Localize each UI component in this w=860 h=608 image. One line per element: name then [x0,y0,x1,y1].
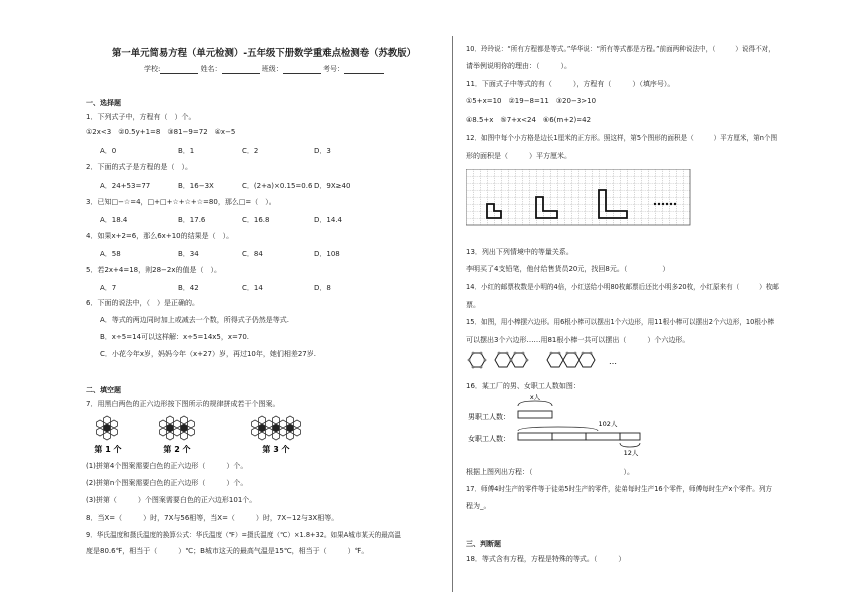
column-divider [452,36,453,592]
q3-option-b: B．17.6 [178,216,206,224]
pattern-3-caption: 第 3 个 [262,445,290,454]
q1-option-b: B．1 [178,147,195,155]
question-7-2: (2)拼第n个图案需要白色的正六边形（ ）个。 [86,479,248,487]
q1-option-d: D．3 [314,147,331,155]
question-15-line-2: 可以摆出3个六边形……用81根小棒一共可以摆出（ ）个六边形。 [466,336,690,344]
q2-option-d: D．9X≥40 [314,182,351,190]
question-9-line-2: 度是80.6℉，相当于（ ）℃；B城市这天的最高气温是15℃，相当于（ ）℉。 [86,547,369,555]
female-bar-seg-2 [552,433,586,440]
q2-option-a: A．24+53=77 [100,182,151,190]
x-label: x人 [529,394,541,401]
question-17-line-2: 程为_。 [466,502,491,510]
hexagon-row-3 [547,353,595,367]
q4-option-c: C．84 [242,250,263,258]
question-6: 6．下面的说法中，（ ）是正确的。 [86,299,199,307]
question-1: 1．下列式子中，方程有（ ）个。 [86,113,196,121]
female-label: 女职工人数： [468,435,510,443]
student-info-line [86,64,442,74]
female-bar-seg-3 [586,433,620,440]
12-label: 12人 [623,449,639,457]
q4-option-b: B．34 [178,250,199,258]
question-16-answer: 根据上图列出方程：（ ）。 [466,468,634,476]
question-3: 3．已知□−☆=4，□+□+☆+☆+☆=80，那么□=（ ）。 [86,198,276,206]
grid-shapes-figure [466,169,692,231]
question-10-line-2: 请举例说明你的理由：（ ）。 [466,62,571,70]
worker-count-diagram [466,394,686,462]
question-11-row-1: ①5+x=10 ②19−8=11 ③20−3>10 [466,97,597,105]
q1-option-c: C．2 [242,147,259,155]
exam-no-blank[interactable] [344,66,384,74]
male-label: 男职工人数： [468,413,510,421]
section-fill-heading: 二、填空题 [86,386,121,394]
pattern-1-caption: 第 1 个 [94,445,122,454]
q6-option-b: B．x÷5=14可以这样解：x÷5=14x5，x=70. [100,333,250,341]
pattern-2-caption: 第 2 个 [163,445,191,454]
question-2: 2．下面的式子是方程的是（ ）。 [86,163,192,171]
question-12-line-1: 12．如图中每个小方格是边长1厘米的正方形。照这样，第5个图形的面积是（ ）平方厘米，第n个图 [466,134,778,142]
question-14-line-1: 14．小红的邮票枚数是小明的4倍，小红送给小明80枚邮票后还比小明多20枚，小红原来有（ ）枚邮 [466,283,779,291]
page-title: 第一单元简易方程（单元检测）-五年级下册数学重难点检测卷（苏教版） [112,48,416,59]
question-16: 16．某工厂的男、女职工人数如图： [466,382,580,390]
q1-option-a: A．0 [100,147,117,155]
question-11-row-2: ④8.5+x ⑤7+x<24 ⑥6(m+2)=42 [466,116,592,124]
q2-option-b: B．16−3X [178,182,214,190]
q2-option-c: C．(2+a)×0.15=0.6 [242,182,313,190]
female-bar-extra [620,433,640,440]
question-18: 18．等式含有方程，方程是特殊的等式。（ ） [466,555,626,563]
female-bar-seg-1 [518,433,552,440]
question-4: 4．如果x+2=6，那么6x+10的结果是（ ）。 [86,232,234,240]
name-label: 姓名： [200,65,222,73]
102-brace [518,427,598,431]
hexagon-pattern-figure [86,410,442,460]
question-17-line-1: 17．师傅4时生产的零件等于徒弟5时生产的零件，徒弟每时生产16个零件，师傅每时生产x个零件。列方 [466,485,773,493]
q5-option-a: A．7 [100,284,117,292]
q5-option-d: D．8 [314,284,331,292]
class-blank[interactable] [283,66,321,74]
exam-no-label: 考号： [323,65,345,73]
q4-option-d: D．108 [314,250,340,258]
pattern-1 [97,416,118,440]
pattern-2 [160,416,195,440]
hexagon-ellipsis: … [609,357,617,366]
q3-option-c: C．16.8 [242,216,270,224]
12-brace [620,443,640,447]
question-1-items: ①2x<3 ②0.5y+1=8 ③81−9=72 ④x−5 [86,128,236,136]
class-label: 班级： [261,65,283,73]
question-7-1: (1)拼第4个图案需要白色的正六边形（ ）个。 [86,462,248,470]
male-bar [518,411,552,418]
question-11: 11．下面式子中等式的有（ ），方程有（ ）（填序号）。 [466,80,675,88]
pattern-3 [252,416,301,440]
section-judge-heading: 三、判断题 [466,540,501,548]
102-label: 102人 [598,420,618,428]
name-blank[interactable] [222,66,260,74]
question-5: 5．若2x+4=18，则28−2x的值是（ ）。 [86,266,222,274]
q4-option-a: A．58 [100,250,121,258]
question-7-3: (3)拼第（ ）个图案需要白色的正六边形101个。 [86,496,257,504]
school-blank[interactable] [160,66,198,74]
q6-option-c: C．小花今年x岁，妈妈今年（x+27）岁，再过10年，她们相差27岁. [100,350,316,358]
question-14-line-2: 票。 [466,301,480,309]
question-13-text: 李明买了4支铅笔，他付给售货员20元，找回8元。（ ） [466,265,670,273]
question-8: 8．当X=（ ）时，7X与56相等，当X=（ ）时，7X−12与3X相等。 [86,514,339,522]
question-13: 13．列出下列情境中的等量关系。 [466,248,573,256]
q5-option-c: C．14 [242,284,263,292]
question-12-line-2: 形的面积是（ ）平方厘米。 [466,152,571,160]
question-10-line-1: 10．玲玲说：“所有方程都是等式。”华华说：“所有等式都是方程。”前面两种说法中，（ ）说得不对， [466,45,775,53]
q3-option-a: A．18.4 [100,216,128,224]
question-9-line-1: 9．华氏温度和摄氏温度的换算公式：华氏温度（℉）=摄氏温度（℃）×1.8+32。如果A城市某天的最高温 [86,531,401,539]
q6-option-a: A．等式的两边同时加上或减去一个数，所得式子仍然是等式. [100,316,290,324]
school-label: 学校: [143,65,161,73]
hexagon-row-1 [469,353,485,367]
section-choice-heading: 一、选择题 [86,99,121,107]
dotted-grid [466,169,690,225]
q3-option-d: D．14.4 [314,216,342,224]
q5-option-b: B．42 [178,284,199,292]
question-15-line-1: 15．如图，用小棒摆六边形。用6根小棒可以摆出1个六边形，用11根小棒可以摆出2个六边形，10根小棒 [466,318,775,326]
stick-hexagons-figure [466,349,636,373]
question-7: 7．用黑白两色的正六边形按下图所示的规律拼成若干个图案。 [86,400,280,408]
x-brace [518,401,552,406]
